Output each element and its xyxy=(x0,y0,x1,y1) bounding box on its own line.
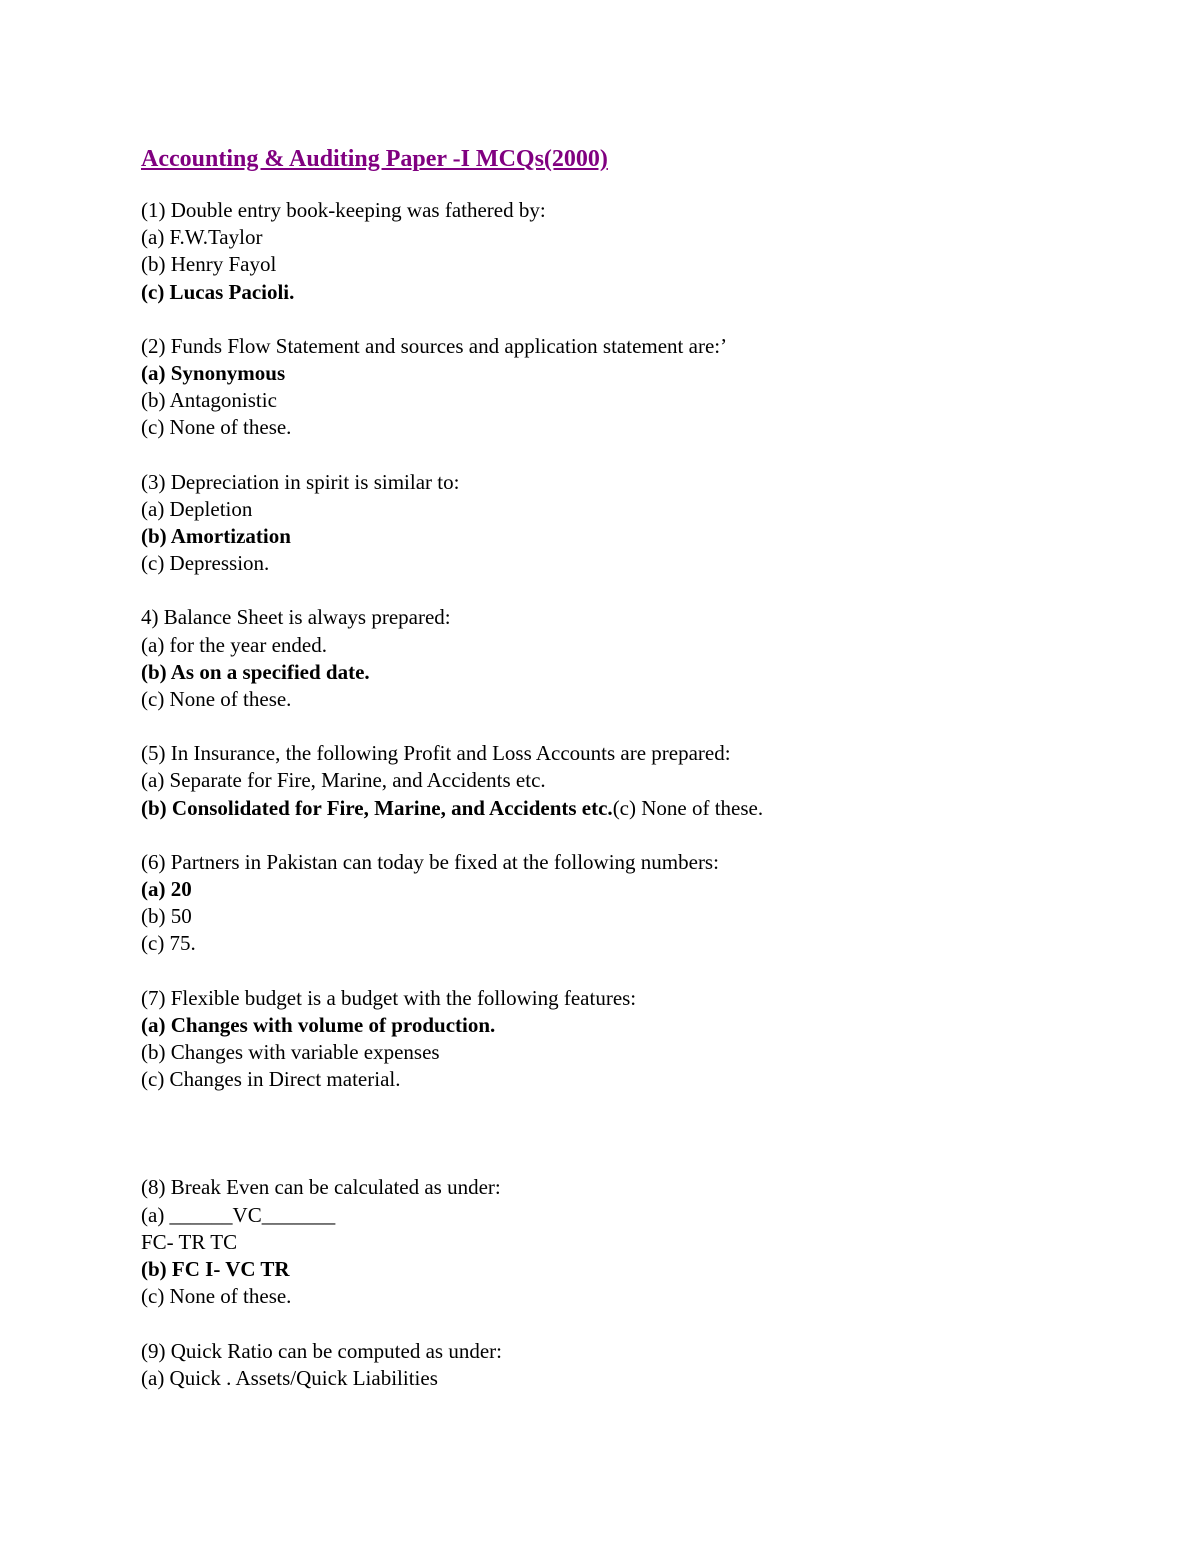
correct-answer-option: (a) Synonymous xyxy=(141,361,286,386)
answer-option: (b) Henry Fayol xyxy=(141,252,277,277)
question-prompt: 4) Balance Sheet is always prepared: xyxy=(141,605,451,630)
question-4 xyxy=(141,604,1141,713)
correct-answer-option: (a) 20 xyxy=(141,877,192,902)
correct-answer-option: (b) Amortization xyxy=(141,524,291,549)
correct-answer-option: (a) Changes with volume of production. xyxy=(141,1012,496,1037)
question-prompt: (8) Break Even can be calculated as under: xyxy=(141,1175,501,1200)
question-2 xyxy=(141,333,1141,442)
question-8 xyxy=(141,1174,1141,1310)
answer-option: (a) Quick . Assets/Quick Liabilities xyxy=(141,1365,438,1390)
correct-answer-option: (b) As on a specified date. xyxy=(141,659,370,684)
document-title: Accounting & Auditing Paper -I MCQs(2000) xyxy=(141,146,608,172)
answer-option: (b) Changes with variable expenses xyxy=(141,1040,440,1065)
mixed-answer-line xyxy=(141,795,1141,822)
question-prompt: (2) Funds Flow Statement and sources and application statement are:’ xyxy=(141,333,728,358)
question-prompt: (1) Double entry book-keeping was fathered by: xyxy=(141,198,546,222)
question-3 xyxy=(141,469,1141,578)
correct-answer-option: (c) Lucas Pacioli. xyxy=(141,279,295,304)
question-5 xyxy=(141,740,1141,822)
question-7 xyxy=(141,985,1141,1094)
question-prompt: (5) In Insurance, the following Profit and Loss Accounts are prepared: xyxy=(141,741,731,766)
document-page xyxy=(141,143,1141,1419)
answer-option: (c) 75. xyxy=(141,931,196,956)
answer-option: (a) for the year ended. xyxy=(141,632,327,657)
answer-option: (a) F.W.Taylor xyxy=(141,225,263,250)
question-prompt: (3) Depreciation in spirit is similar to: xyxy=(141,469,460,494)
question-prompt: (6) Partners in Pakistan can today be fixed at the following numbers: xyxy=(141,849,719,874)
question-9 xyxy=(141,1338,1141,1392)
question-prompt: (9) Quick Ratio can be computed as under: xyxy=(141,1338,502,1363)
answer-option: (a) Separate for Fire, Marine, and Accidents etc. xyxy=(141,768,546,793)
correct-answer-option: (b) FC I- VC TR xyxy=(141,1257,290,1282)
correct-answer-option: (b) Consolidated for Fire, Marine, and Accidents etc. xyxy=(141,795,613,820)
answer-option: (c) Changes in Direct material. xyxy=(141,1067,401,1092)
answer-option: (c) Depression. xyxy=(141,551,270,576)
formula-line: FC- TR TC xyxy=(141,1229,238,1254)
answer-option: (c) None of these. xyxy=(141,1284,292,1309)
blank-space xyxy=(141,1120,1141,1174)
answer-option: (c) None of these. xyxy=(612,795,764,820)
answer-option: (b) Antagonistic xyxy=(141,388,277,413)
question-6 xyxy=(141,849,1141,958)
answer-option: (a) ______VC_______ xyxy=(141,1202,336,1227)
question-1 xyxy=(141,197,1141,306)
answer-option: (c) None of these. xyxy=(141,687,292,712)
answer-option: (b) 50 xyxy=(141,904,192,929)
answer-option: (c) None of these. xyxy=(141,415,292,440)
question-prompt: (7) Flexible budget is a budget with the following features: xyxy=(141,985,637,1010)
answer-option: (a) Depletion xyxy=(141,496,253,521)
